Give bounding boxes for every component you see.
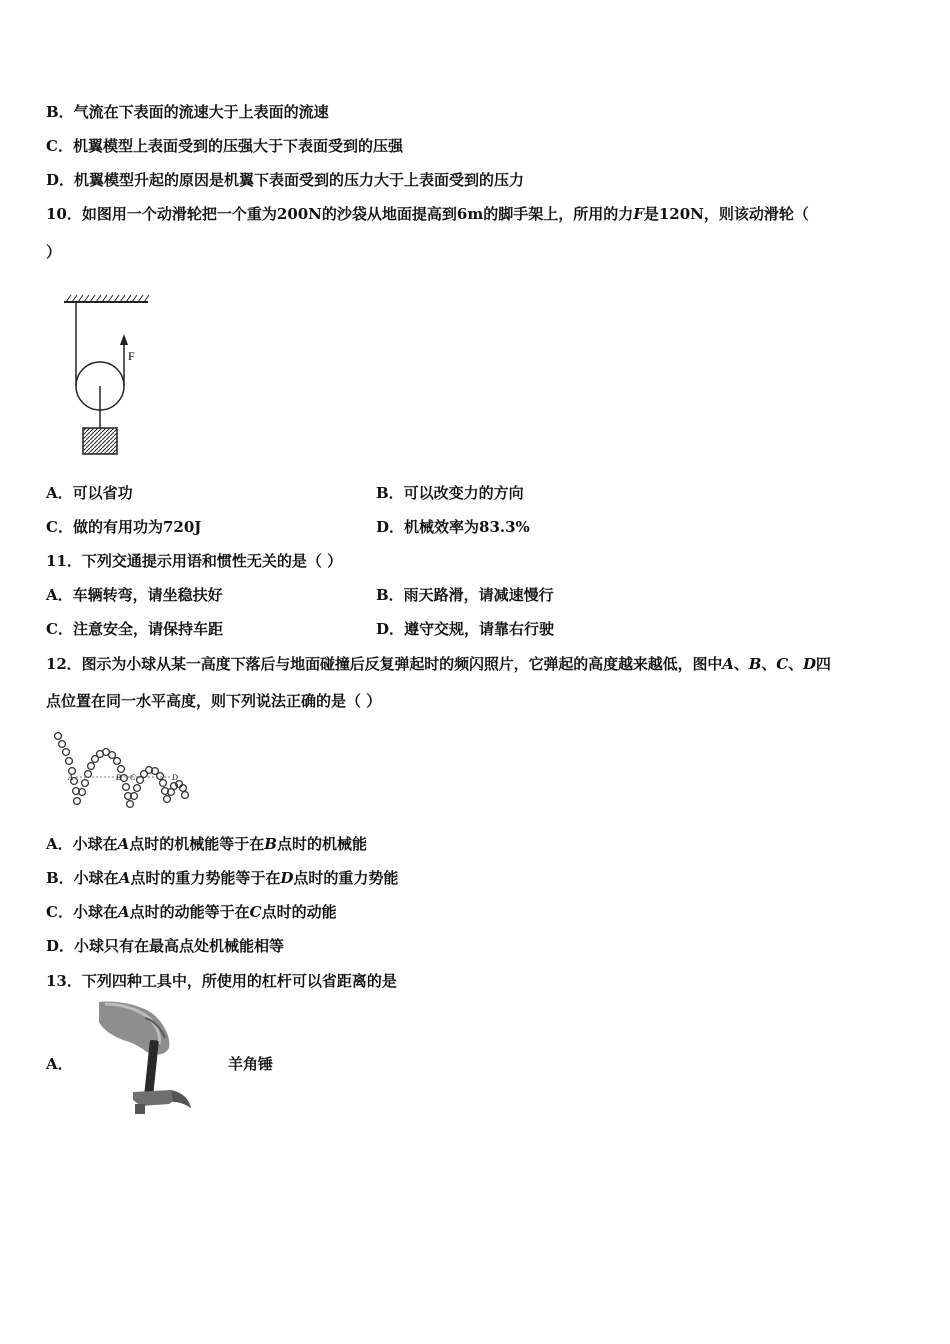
q12-option-c: C．小球在A点时的动能等于在C点时的动能 xyxy=(46,903,337,921)
q9-option-d: D．机翼模型升起的原因是机翼下表面受到的压力大于上表面受到的压力 xyxy=(46,171,525,189)
q13-option-a-name: 羊角锤 xyxy=(228,1055,274,1073)
q13-option-a: A． xyxy=(46,1055,73,1073)
point-a-label: A xyxy=(68,773,73,782)
q10-stem-end: ） xyxy=(46,243,62,261)
point-b-label: B xyxy=(116,773,121,782)
q13-stem: 13．下列四种工具中，所使用的杠杆可以省距离的是 xyxy=(46,972,397,990)
point-d-label: D xyxy=(172,773,178,782)
q10-option-c: C．做的有用功为720J xyxy=(46,518,202,536)
q12-option-d: D．小球只有在最高点处机械能相等 xyxy=(46,937,285,955)
q10-option-b: B．可以改变力的方向 xyxy=(376,484,524,502)
claw-hammer-image xyxy=(95,1000,199,1120)
q12-option-a: A．小球在A点时的机械能等于在B点时的机械能 xyxy=(46,835,367,853)
bouncing-ball-figure xyxy=(52,730,192,814)
q11-stem: 11．下列交通提示用语和惯性无关的是（ ） xyxy=(46,552,343,570)
q11-option-a: A．车辆转弯，请坐稳扶好 xyxy=(46,586,223,604)
force-label: F xyxy=(128,349,135,363)
q11-option-c: C．注意安全，请保持车距 xyxy=(46,620,223,638)
point-c-label: C xyxy=(130,773,136,782)
q9-option-b: B．气流在下表面的流速大于上表面的流速 xyxy=(46,103,329,121)
q10-stem: 10．如图用一个动滑轮把一个重为200N的沙袋从地面提高到6m的脚手架上，所用的力F是120N，则该动滑轮（ xyxy=(46,205,809,223)
q12-stem-line2: 点位置在同一水平高度，则下列说法正确的是（ ） xyxy=(46,692,382,710)
q11-option-b: B．雨天路滑，请减速慢行 xyxy=(376,586,554,604)
q11-option-d: D．遵守交规，请靠右行驶 xyxy=(376,620,555,638)
q9-option-c: C．机翼模型上表面受到的压强大于下表面受到的压强 xyxy=(46,137,403,155)
q12-option-b: B．小球在A点时的重力势能等于在D点时的重力势能 xyxy=(46,869,399,887)
q10-option-d: D．机械效率为83.3% xyxy=(376,518,530,536)
q10-option-a: A．可以省功 xyxy=(46,484,133,502)
pulley-figure xyxy=(58,292,158,460)
q12-stem: 12．图示为小球从某一高度下落后与地面碰撞后反复弹起时的频闪照片，它弹起的高度越来越低，图中A、B、C、D四 xyxy=(46,655,831,673)
